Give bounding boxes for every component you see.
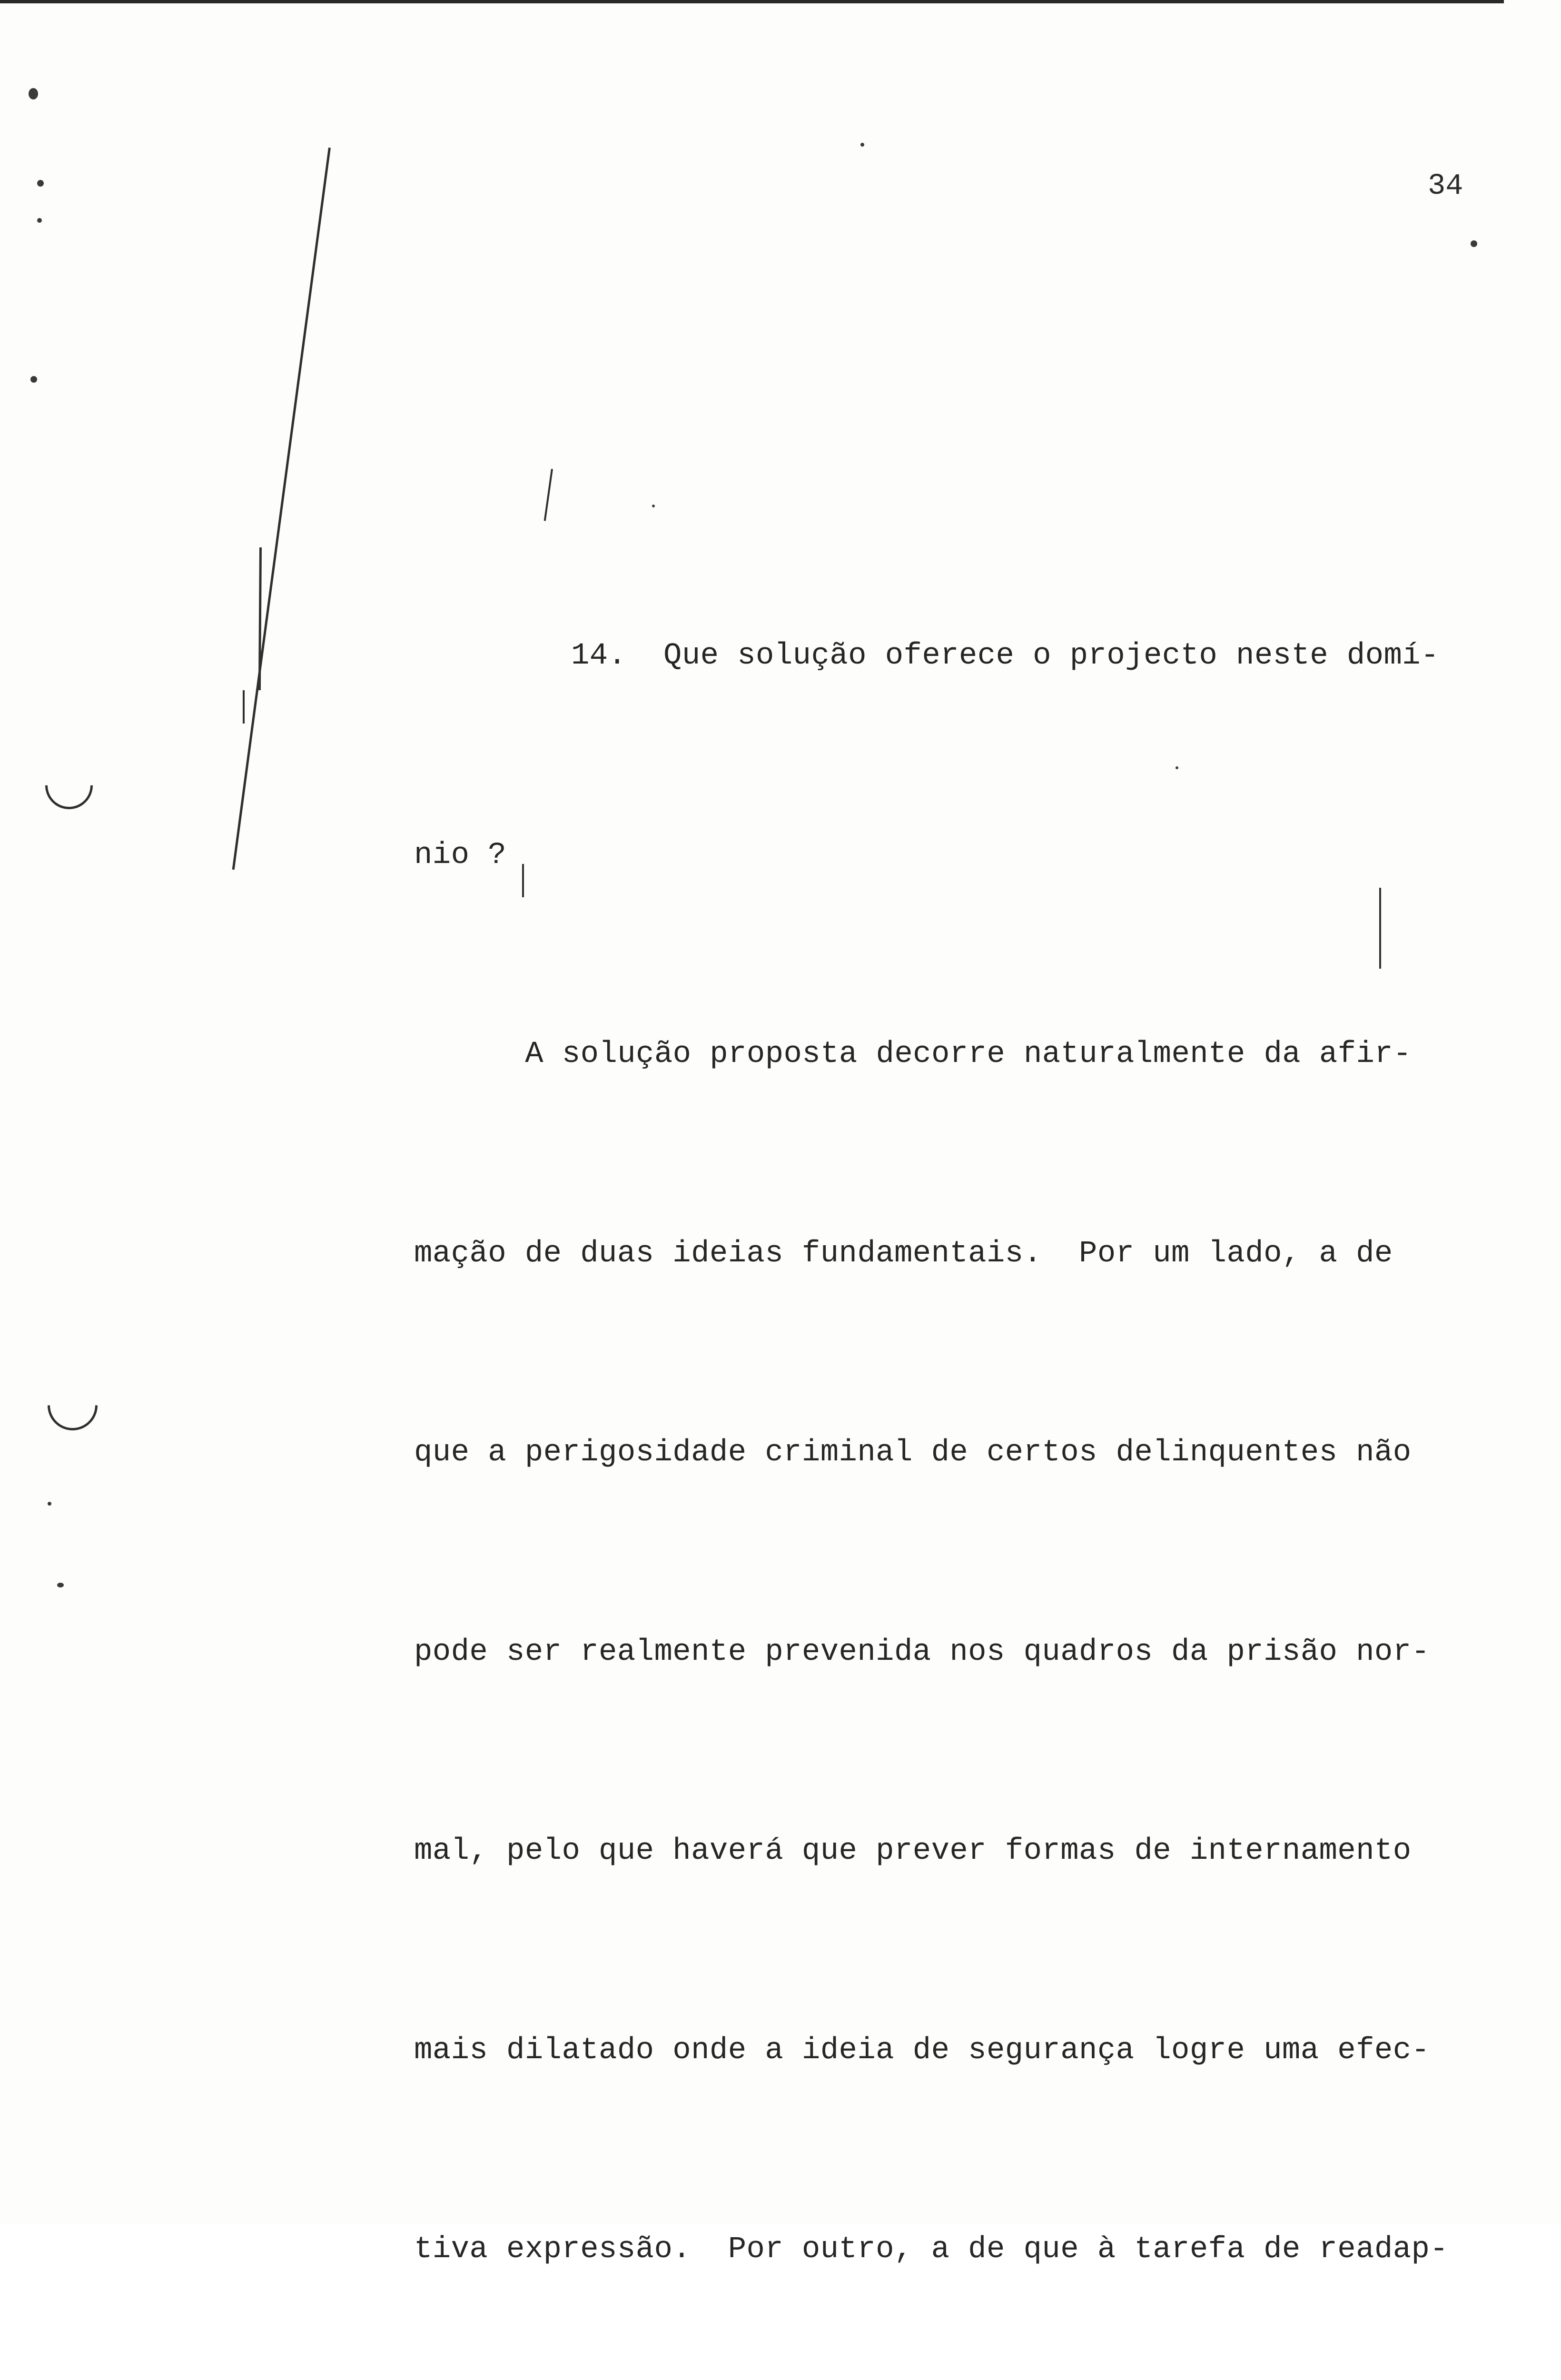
page-number: 34 bbox=[1428, 169, 1463, 203]
speck bbox=[48, 1502, 51, 1506]
text-line: tiva expressão. Por outro, a de que à tarefa de readap- bbox=[414, 2232, 1449, 2267]
speck bbox=[860, 143, 864, 147]
speck bbox=[37, 180, 44, 187]
text-line: A solução proposta decorre naturalmente da afir- bbox=[451, 1037, 1412, 1071]
hole-punch-arc-lower bbox=[37, 1370, 108, 1440]
body-text bbox=[414, 490, 1523, 2380]
speck bbox=[1471, 240, 1477, 247]
speck bbox=[29, 88, 38, 99]
text-line: mação de duas ideias fundamentais. Por um lado, a de bbox=[414, 1236, 1393, 1271]
top-edge-rule bbox=[0, 0, 1504, 3]
speck bbox=[57, 1583, 64, 1587]
text-line: nio ? bbox=[414, 838, 507, 873]
hole-punch-arc-upper bbox=[35, 752, 102, 819]
text-line: mais dilatado onde a ideia de segurança logre uma efec- bbox=[414, 2033, 1430, 2068]
speck bbox=[30, 376, 37, 383]
margin-stroke-long bbox=[232, 148, 331, 870]
text-line: que a perigosidade criminal de certos delinquentes não bbox=[414, 1436, 1412, 1470]
margin-stroke-mid bbox=[243, 690, 245, 724]
speck bbox=[37, 218, 42, 223]
text-line: pode ser realmente prevenida nos quadros da prisão nor- bbox=[414, 1635, 1430, 1669]
text-line: 14. Que solução oferece o projecto neste domí- bbox=[571, 639, 1439, 673]
text-line: mal, pelo que haverá que prever formas de internamento bbox=[414, 1834, 1412, 1868]
